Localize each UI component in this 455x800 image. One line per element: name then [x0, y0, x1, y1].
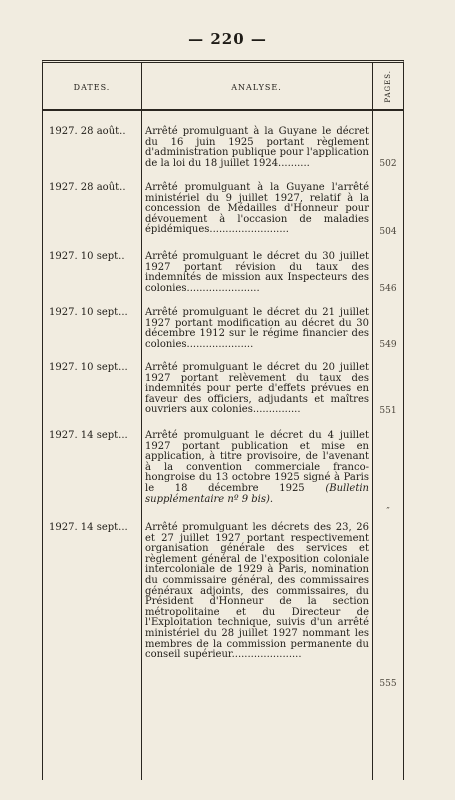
entry-date: 1927. 14 sept...: [49, 430, 128, 441]
entry-analysis: [145, 431, 369, 505]
entry-page: 549: [379, 340, 397, 350]
entry-analysis: Arrêté promulguant les décrets des 23, 26 et 27 juillet 1927 portant respectivement organisation générale des services et règlement général de l'exposition coloniale intercoloniale de 1929 à Paris, nomination du commissaire général, des commissaires généraux adjoints, des commissaires, du Président d'Honneur de la section métropolitaine et du Directeur de l'Exploitation technique, suivis d'un arrêté ministériel du 28 juillet 1927 nommant les membres de la commission permanente du conseil supérieur......................: [145, 522, 369, 661]
header-pages-label: PAGES.: [384, 69, 392, 103]
entry-page: 555: [379, 679, 397, 689]
table-header: [43, 63, 403, 111]
entry-date: 1927. 10 sept...: [49, 307, 128, 318]
entry-page: 551: [379, 406, 397, 416]
entry-analysis: Arrêté promulguant à la Guyane le décret du 16 juin 1925 portant règlement d'administration publique pour l'application de la loi du 18 juillet 1924..........: [145, 126, 369, 169]
column-divider-dates: [141, 63, 142, 780]
header-dates: DATES.: [73, 83, 111, 92]
entry-analysis-text: Arrêté promulguant le décret du 4 juillet 1927 portant publication et mise en application, à titre provisoire, de l'avenant à la convention commerciale franco-hongroise du 13 octobre 1925 signé à Paris le 18 décembre 1925: [145, 430, 369, 494]
entry-analysis: Arrêté promulguant à la Guyane l'arrêté ministériel du 9 juillet 1927, relatif à la concession de Médailles d'Honneur pour dévouement à l'occasion de maladies épidémiques.........................: [145, 182, 369, 236]
entry-date: 1927. 10 sept..: [49, 251, 125, 262]
entry-analysis: Arrêté promulguant le décret du 21 juillet 1927 portant modification au décret du 30 décembre 1912 sur le régime financier des colonies.....................: [145, 307, 369, 350]
index-table: [42, 60, 404, 780]
entry-analysis: Arrêté promulguant le décret du 30 juillet 1927 portant révision du taux des indemnités de mission aux Inspecteurs des colonies.......................: [145, 251, 369, 294]
entry-page: 504: [379, 227, 397, 237]
entry-page: ″: [386, 507, 390, 517]
entry-analysis-bulletin: (Bulletin supplémentaire nº 9 bis).: [145, 482, 369, 505]
header-pages: [373, 65, 403, 107]
header-analyse: ANALYSE.: [231, 83, 282, 92]
entry-date: 1927. 10 sept...: [49, 362, 128, 373]
entry-analysis: Arrêté promulguant le décret du 20 juillet 1927 portant relèvement du taux des indemnités pour perte d'effets prévues en faveur des officiers, adjudants et maîtres ouvriers aux colonies...............: [145, 362, 369, 416]
entry-date: 1927. 28 août..: [49, 182, 126, 193]
column-divider-pages: [372, 63, 373, 780]
page-number: — 220 —: [188, 30, 267, 48]
entry-date: 1927. 28 août..: [49, 126, 126, 137]
entry-page: 546: [379, 284, 397, 294]
entry-page: 502: [379, 159, 397, 169]
entry-date: 1927. 14 sept...: [49, 522, 128, 533]
